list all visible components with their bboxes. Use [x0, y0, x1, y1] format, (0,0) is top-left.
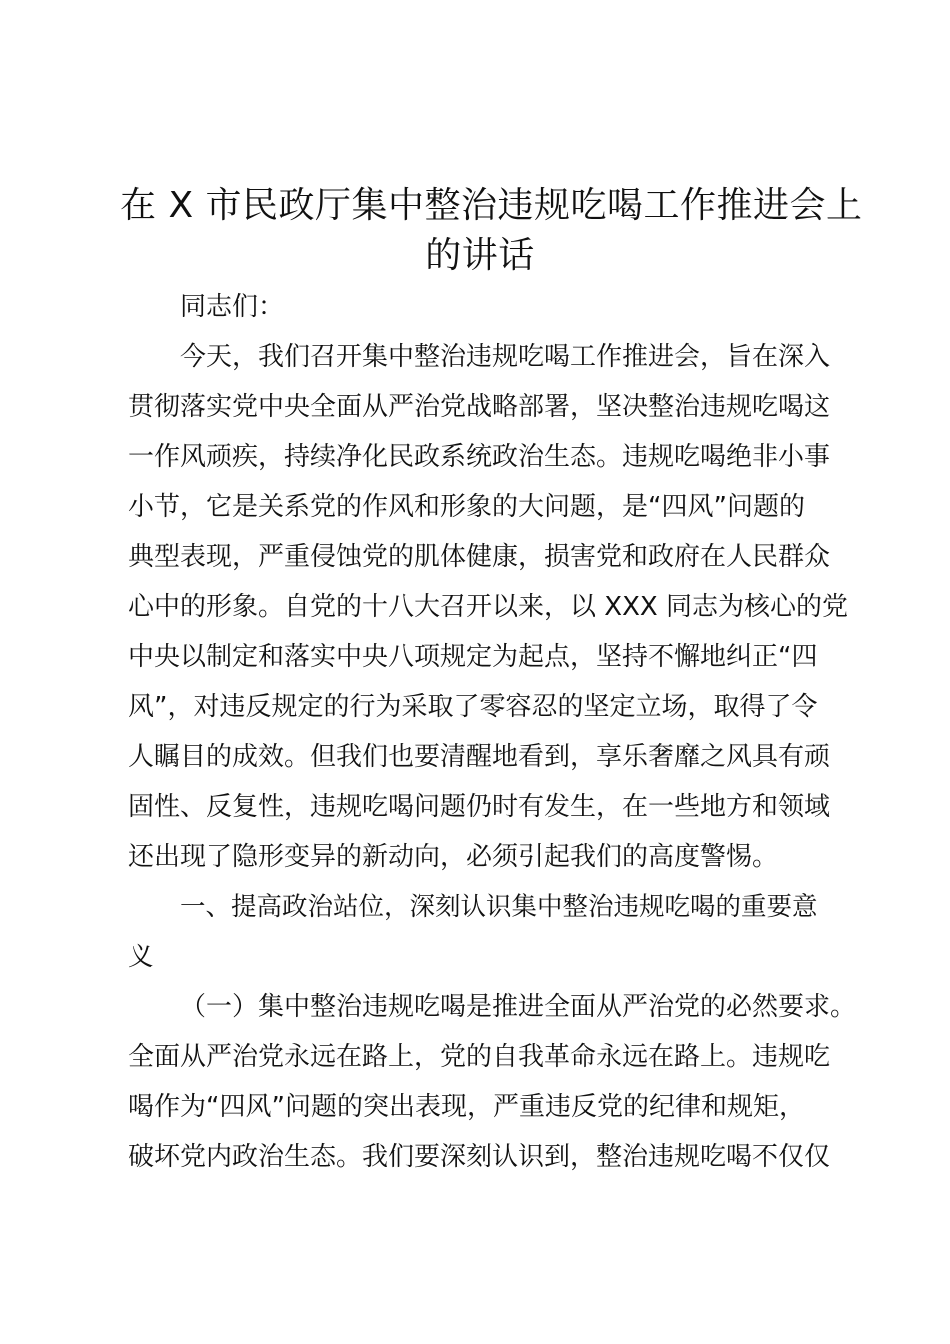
salutation-line: 同志们： [180, 292, 285, 322]
section-heading-line: 义 [128, 942, 154, 972]
document-body [128, 282, 857, 1182]
paragraph-line: （一）集中整治违规吃喝是推进全面从严治党的必然要求。 [180, 992, 857, 1022]
paragraph-line: 一作风顽疾，持续净化民政系统政治生态。违规吃喝绝非小事 [128, 442, 831, 472]
paragraph-line: 小节，它是关系党的作风和形象的大问题，是“四风”问题的 [128, 492, 805, 522]
paragraph-line: 心中的形象。自党的十八大召开以来，以 XXX 同志为核心的党 [128, 592, 848, 622]
paragraph-line: 中央以制定和落实中央八项规定为起点，坚持不懈地纠正“四 [128, 642, 818, 672]
paragraph-line: 人瞩目的成效。但我们也要清醒地看到，享乐奢靡之风具有顽 [128, 742, 831, 772]
title-line: 的讲话 [425, 235, 535, 276]
document-title [120, 180, 863, 280]
paragraph-line: 全面从严治党永远在路上，党的自我革命永远在路上。违规吃 [128, 1042, 831, 1072]
paragraph-line: 喝作为“四风”问题的突出表现，严重违反党的纪律和规矩， [128, 1092, 805, 1122]
paragraph-line: 还出现了隐形变异的新动向，必须引起我们的高度警惕。 [128, 842, 779, 872]
paragraph-line: 典型表现，严重侵蚀党的肌体健康，损害党和政府在人民群众 [128, 542, 831, 572]
paragraph-line: 风”，对违反规定的行为采取了零容忍的坚定立场，取得了令 [128, 692, 818, 722]
paragraph-line: 今天，我们召开集中整治违规吃喝工作推进会，旨在深入 [180, 342, 831, 372]
paragraph-line: 贯彻落实党中央全面从严治党战略部署，坚决整治违规吃喝这 [128, 392, 831, 422]
paragraph-line: 固性、反复性，违规吃喝问题仍时有发生，在一些地方和领域 [128, 792, 831, 822]
title-line: 在 X 市民政厅集中整治违规吃喝工作推进会上 [120, 185, 863, 226]
paragraph-line: 破坏党内政治生态。我们要深刻认识到，整治违规吃喝不仅仅 [128, 1142, 831, 1172]
section-heading-line: 一、提高政治站位，深刻认识集中整治违规吃喝的重要意 [180, 892, 818, 922]
